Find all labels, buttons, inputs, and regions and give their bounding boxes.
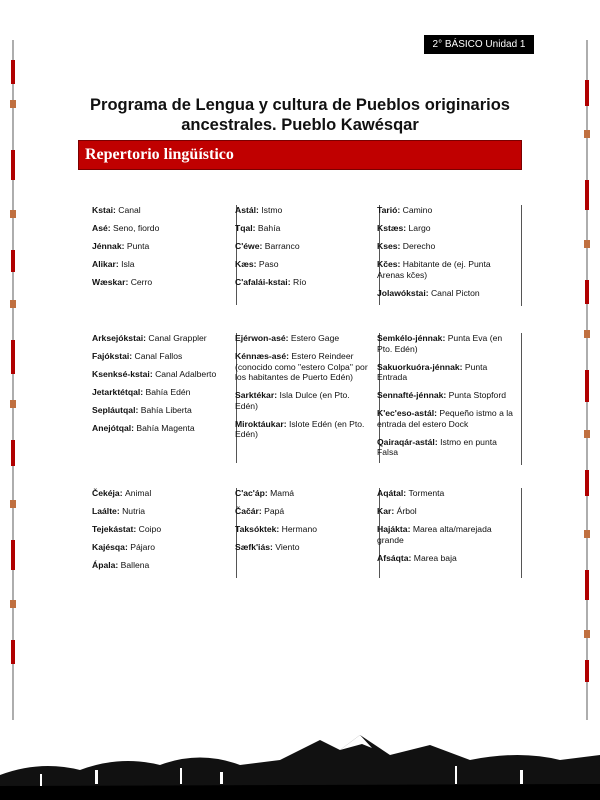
vocab-word: Taksóktek [235,524,277,534]
vocab-meaning: Islote Edén (en Pto. Edén) [235,418,365,439]
vocab-meaning: Seno, fiordo [113,223,160,233]
vocab-word: Astál [235,205,257,215]
vocab-word: Kar [377,506,392,516]
vocab-word: Sennafté-jénnak [377,390,444,400]
vocab-meaning: Ballena [120,560,150,570]
vocab-meaning: Largo [408,223,431,233]
vocab-meaning: Isla Dulce (en Pto. Edén) [235,390,350,411]
page-title: Programa de Lengua y cultura de Pueblos originarios ancestrales. Pueblo Kawésqar [90,96,510,134]
vocab-word: Wæskar [92,277,126,287]
vocab-meaning: Isla [121,259,135,269]
vocab-word: Ejérwon-asé [235,333,286,343]
vocab-meaning: Punta Eva (en Pto. Edén) [377,333,503,354]
vocab-entry: Sennafté-jénnak: Punta Stopford [377,390,506,400]
vocab-entry: C'éwe: Barranco [235,241,300,251]
vocab-entry: Kénnæs-asé: Estero Reindeer (conocido como "estero Colpa" por los habitantes de Puerto Edén) [235,351,368,382]
vocab-word: Kajésqa [92,542,125,552]
vocab-entry: Kstæs: Largo [377,223,431,233]
vocab-column [92,205,230,305]
vocab-word: Miroktáukar [235,418,284,429]
vocab-entry: Laálte: Nutria [92,506,146,516]
vocab-entry: Sæfk'iás: Viento [235,542,300,552]
vocab-word: Kæs [235,259,254,269]
vocab-word: Laálte [92,506,117,516]
vocab-word: Kénnæs-asé [235,351,287,361]
vocab-meaning: Canal Picton [430,287,480,298]
vocab-word: Tarió [377,205,398,215]
vocab-word: Kstai [92,205,114,215]
vocab-word: Tejekástat [92,524,134,534]
vocab-entry: Ápala: Ballena [92,560,150,570]
vocab-meaning: Nutria [122,506,146,516]
vocab-column [235,488,373,578]
vocab-meaning: Canal Fallos [134,351,183,361]
vocab-entry: Kajésqa: Pájaro [92,542,156,552]
vocab-meaning: Papá [264,506,285,516]
vocab-entry: Arksejókstai: Canal Grappler [92,333,207,343]
vocab-column [377,205,515,306]
vocab-word: Alikar [92,259,116,269]
vocab-entry: Jolawókstai: Canal Picton [377,287,480,298]
vocab-column [235,333,373,463]
vocab-meaning: Pájaro [130,542,156,552]
decorative-border-right [580,40,594,720]
vocab-entry: Ejérwon-asé: Estero Gage [235,333,340,343]
vocab-column [235,205,373,305]
vocab-meaning: Marea baja [413,552,457,563]
vocab-meaning: Bahía Edén [145,387,191,397]
vocab-entry: Semkélo-jénnak: Punta Eva (en Pto. Edén) [377,333,503,354]
vocab-entry: Kstai: Canal [92,205,141,215]
vocab-word: Arksejókstai [92,333,144,343]
vocab-word: K'ec'eso-astál [377,408,435,418]
vocab-meaning: Istmo [261,205,283,215]
vocab-meaning: Canal [118,205,141,215]
decorative-border-left [6,40,20,720]
vocab-entry: Alikar: Isla [92,259,135,269]
vocab-word: Ksenksé-kstai [92,369,150,379]
footer-landscape-illustration [0,720,600,800]
vocab-meaning: Paso [258,259,279,269]
vocab-entry: Sarktékar: Isla Dulce (en Pto. Edén) [235,390,350,411]
vocab-word: Kčes [377,259,398,269]
vocab-meaning: Coipo [138,524,162,534]
vocab-word: Aqátal [377,488,404,498]
section-header [78,140,522,170]
vocab-entry: Wæskar: Cerro [92,277,153,287]
vocab-entry: Tarió: Camino [377,205,433,215]
vocab-word: Sarktékar [235,390,275,400]
vocab-meaning: Punta Stopford [448,390,506,400]
vocab-meaning: Derecho [402,241,436,251]
vocab-entry: Miroktáukar: Islote Edén (en Pto. Edén) [235,418,365,439]
vocab-word: Asé [92,223,108,233]
vocab-meaning: Canal Adalberto [155,369,217,379]
column-divider [521,205,522,306]
vocab-meaning: Árbol [396,506,417,516]
vocab-entry: Taksóktek: Hermano [235,524,318,534]
vocab-word: Sepláutqal [92,405,136,415]
vocab-meaning: Bahía Liberta [140,405,192,415]
vocab-word: Afsáqta [377,552,409,563]
vocab-entry: Jetarktétqal: Bahía Edén [92,387,191,397]
vocab-word: C'ac'áp [235,488,265,498]
vocab-entry: Qairaqár-astál: Istmo en punta Falsa [377,436,497,457]
vocab-entry: Sakuorkuóra-jénnak: Punta Entrada [377,361,488,382]
vocab-entry: Čekéja: Animal [92,488,152,498]
vocab-entry: Kčes: Habitante de (ej. Punta Arenas kčes) [377,259,491,280]
vocab-column [377,488,515,578]
vocab-meaning: Tormenta [408,488,445,498]
vocab-meaning: Río [292,277,307,287]
vocab-entry: Fajókstai: Canal Fallos [92,351,183,361]
vocab-meaning: Estero Reindeer (conocido como "estero Colpa" por los habitantes de Puerto Edén) [235,351,368,382]
vocab-entry: Aqátal: Tormenta [377,488,445,498]
vocab-entry: Čačár: Papá [235,506,285,516]
vocab-meaning: Cerro [130,277,153,287]
unit-badge: 2° BÁSICO Unidad 1 [424,35,534,54]
vocab-entry: Tqal: Bahía [235,223,281,233]
vocab-word: C'afalái-kstai [235,277,288,287]
vocab-meaning: Animal [124,488,152,498]
vocab-word: Jetarktétqal [92,387,141,397]
vocab-meaning: Punta Entrada [377,361,488,382]
vocab-word: Kstæs [377,223,404,233]
vocab-meaning: Viento [275,542,300,552]
vocab-word: Jolawókstai [377,287,426,298]
vocab-meaning: Barranco [264,241,300,251]
vocab-word: Qairaqár-astál [377,436,435,447]
vocab-entry: Hajákta: Marea alta/marejada grande [377,524,492,545]
vocab-meaning: Camino [402,205,433,215]
vocab-meaning: Habitante de (ej. Punta Arenas kčes) [377,259,491,280]
vocab-entry: Afsáqta: Marea baja [377,552,457,563]
vocab-meaning: Mamá [270,488,295,498]
vocab-entry: Kar: Árbol [377,506,417,516]
vocab-column [377,333,515,465]
vocab-word: Ápala [92,560,116,570]
vocab-word: Anejótqal [92,423,132,433]
vocab-entry: Astál: Istmo [235,205,283,215]
vocab-word: Čekéja [92,488,120,498]
vocab-entry: Anejótqal: Bahía Magenta [92,423,195,433]
vocab-entry: K'ec'eso-astál: Pequeño istmo a la entrada del estero Dock [377,408,513,429]
vocab-entry: Tejekástat: Coipo [92,524,162,534]
vocab-word: Tqal [235,223,253,233]
vocab-entry: Kæs: Paso [235,259,279,269]
vocab-meaning: Bahía Magenta [136,423,195,433]
vocab-meaning: Punta [126,241,150,251]
vocab-word: Čačár [235,506,259,516]
vocab-meaning: Estero Gage [290,333,340,343]
vocab-word: Semkélo-jénnak [377,333,443,343]
vocab-meaning: Hermano [281,524,318,534]
vocab-entry: C'ac'áp: Mamá [235,488,295,498]
vocab-meaning: Istmo en punta Falsa [377,436,497,457]
vocab-meaning: Pequeño istmo a la entrada del estero Dock [377,408,513,429]
vocab-meaning: Bahía [257,223,281,233]
vocab-meaning: Marea alta/marejada grande [377,524,492,545]
vocab-meaning: Canal Grappler [148,333,207,343]
vocab-entry: C'afalái-kstai: Río [235,277,307,287]
vocab-word: Sakuorkuóra-jénnak [377,361,460,372]
column-divider [521,488,522,578]
section-title: Repertorio lingüístico [85,146,234,163]
vocab-entry: Asé: Seno, fiordo [92,223,160,233]
vocab-column [92,333,230,463]
vocab-column [92,488,230,578]
vocab-entry: Ksenksé-kstai: Canal Adalberto [92,369,217,379]
vocab-word: Jénnak [92,241,122,251]
vocab-word: Hajákta [377,524,408,534]
vocab-word: Fajókstai [92,351,130,361]
vocab-word: Sæfk'iás [235,542,271,552]
column-divider [521,333,522,465]
vocab-entry: Jénnak: Punta [92,241,150,251]
vocab-entry: Sepláutqal: Bahía Liberta [92,405,192,415]
vocab-word: Kses [377,241,398,251]
vocab-word: C'éwe [235,241,260,251]
vocab-entry: Kses: Derecho [377,241,436,251]
